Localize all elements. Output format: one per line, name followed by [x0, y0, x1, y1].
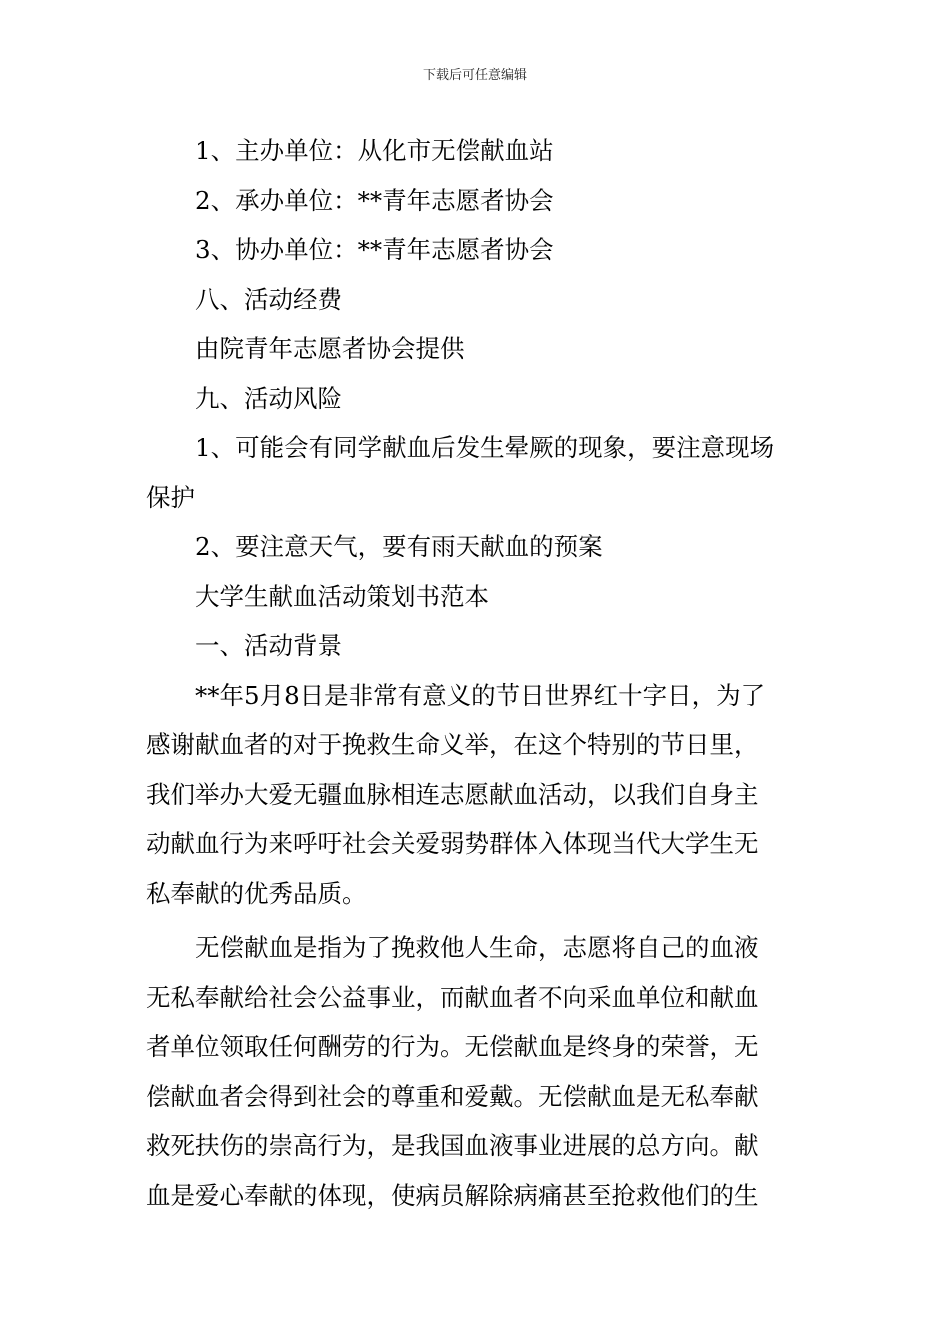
section-heading: 八、活动经费 [195, 284, 342, 314]
paragraph-line: 无私奉献给社会公益事业，而献血者不向采血单位和献血 [146, 982, 759, 1012]
document-body [146, 126, 808, 1220]
text-line: 由院青年志愿者协会提供 [195, 334, 465, 363]
paragraph-line: 救死扶伤的崇高行为，是我国血液事业进展的总方向。献 [146, 1131, 759, 1160]
text-line: 1、可能会有同学献血后发生晕厥的现象，要注意现场 [195, 433, 775, 462]
paragraph-line: 者单位领取任何酬劳的行为。无偿献血是终身的荣誉，无 [146, 1032, 759, 1061]
text-line: 保护 [146, 482, 195, 512]
text-line: 2、要注意天气，要有雨天献血的预案 [195, 532, 603, 561]
paragraph-line: 无偿献血是指为了挽救他人生命，志愿将自己的血液 [195, 933, 759, 962]
text-line: 2、承办单位：**青年志愿者协会 [195, 185, 554, 215]
paragraph-line: 感谢献血者的对于挽救生命义举，在这个特别的节日里， [146, 730, 759, 759]
text-line: 1、主办单位：从化市无偿献血站 [195, 136, 554, 165]
paragraph-line: 偿献血者会得到社会的尊重和爱戴。无偿献血是无私奉献 [146, 1081, 759, 1111]
paragraph-line: **年5月8日是非常有意义的节日世界红十字日，为了 [195, 680, 766, 710]
paragraph-line: 我们举办大爱无疆血脉相连志愿献血活动，以我们自身主 [146, 779, 759, 809]
section-heading: 九、活动风险 [195, 383, 342, 413]
page-header: 下载后可任意编辑 [422, 68, 527, 83]
paragraph-line: 私奉献的优秀品质。 [146, 878, 367, 908]
paragraph-line: 动献血行为来呼吁社会关爱弱势群体入体现当代大学生无 [146, 829, 759, 858]
text-line: 3、协办单位：**青年志愿者协会 [195, 235, 554, 264]
section-heading: 一、活动背景 [195, 631, 342, 660]
paragraph-line: 血是爱心奉献的体现，使病员解除病痛甚至抢救他们的生 [146, 1180, 759, 1210]
document-title: 大学生献血活动策划书范本 [195, 581, 489, 611]
